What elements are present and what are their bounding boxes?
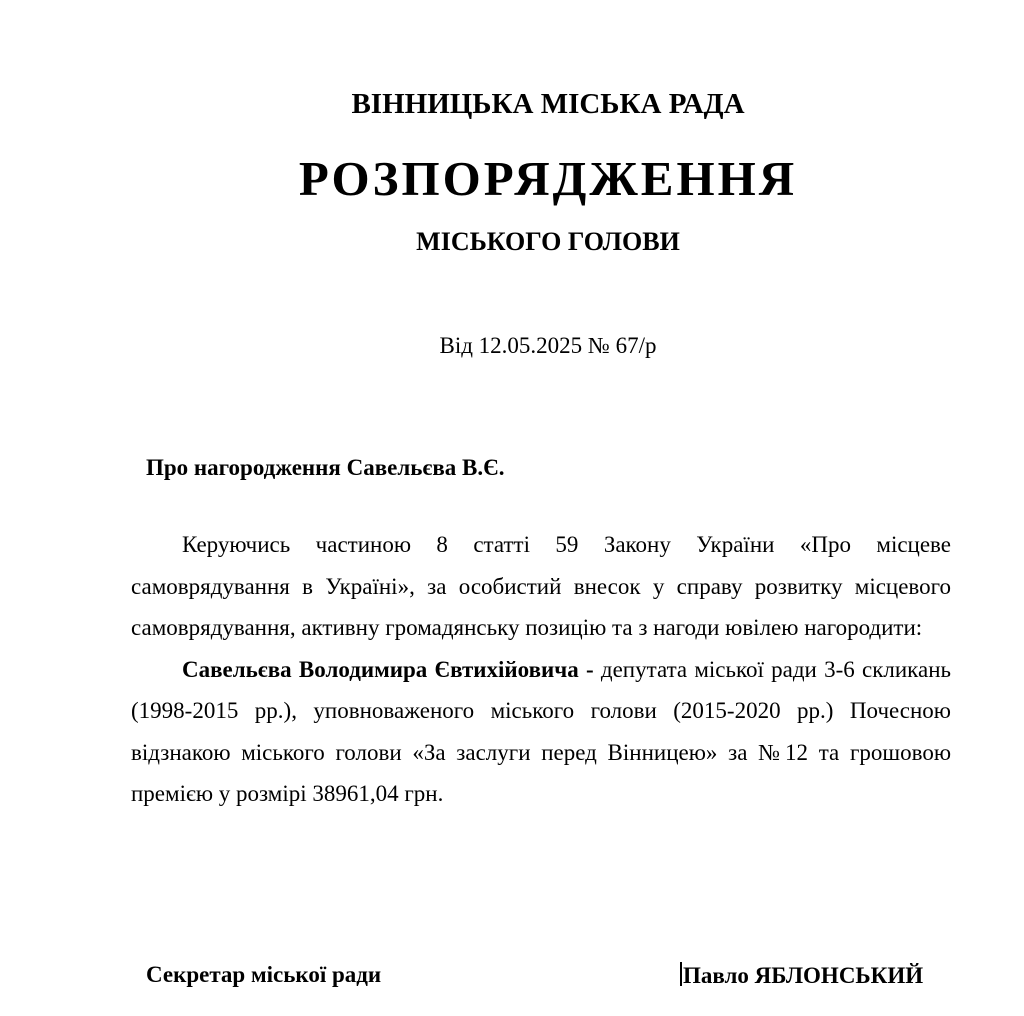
award-details: депутата міської ради 3-6 скликань (1998-2015 рр.), уповноваженого міського голови (2015-2020 рр.) Почесною відзнакою міського голови «За заслуги перед Вінницею» за №12 та грошовою премією у розмірі 38961,04 грн.: [131, 656, 952, 806]
body-paragraph-2: [131, 649, 951, 815]
document-date-number: Від 12.05.2025 № 67/р: [439, 333, 657, 358]
signatory-block: [680, 962, 923, 989]
document-type: РОЗПОРЯДЖЕННЯ: [298, 151, 798, 206]
signatory-title: Секретар міської ради: [146, 962, 382, 987]
council-name: ВІННИЦЬКА МІСЬКА РАДА: [351, 88, 745, 120]
awardee-name: Савельєва Володимира Євтихійовича -: [182, 656, 594, 682]
document-subject: Про нагородження Савельєва В.Є.: [146, 455, 505, 480]
body-paragraph-1: Керуючись частиною 8 статті 59 Закону України «Про місцеве самоврядування в Україні», за особистий внесок у справу розвитку місцевого самоврядування, активну громадянську позицію та з нагоди ювілею нагородити:: [131, 532, 951, 640]
document-body: [131, 524, 951, 815]
signatory-name: Павло ЯБЛОНСЬКИЙ: [683, 963, 924, 988]
document-subtype: МІСЬКОГО ГОЛОВИ: [416, 227, 680, 256]
text-cursor: [680, 962, 682, 986]
